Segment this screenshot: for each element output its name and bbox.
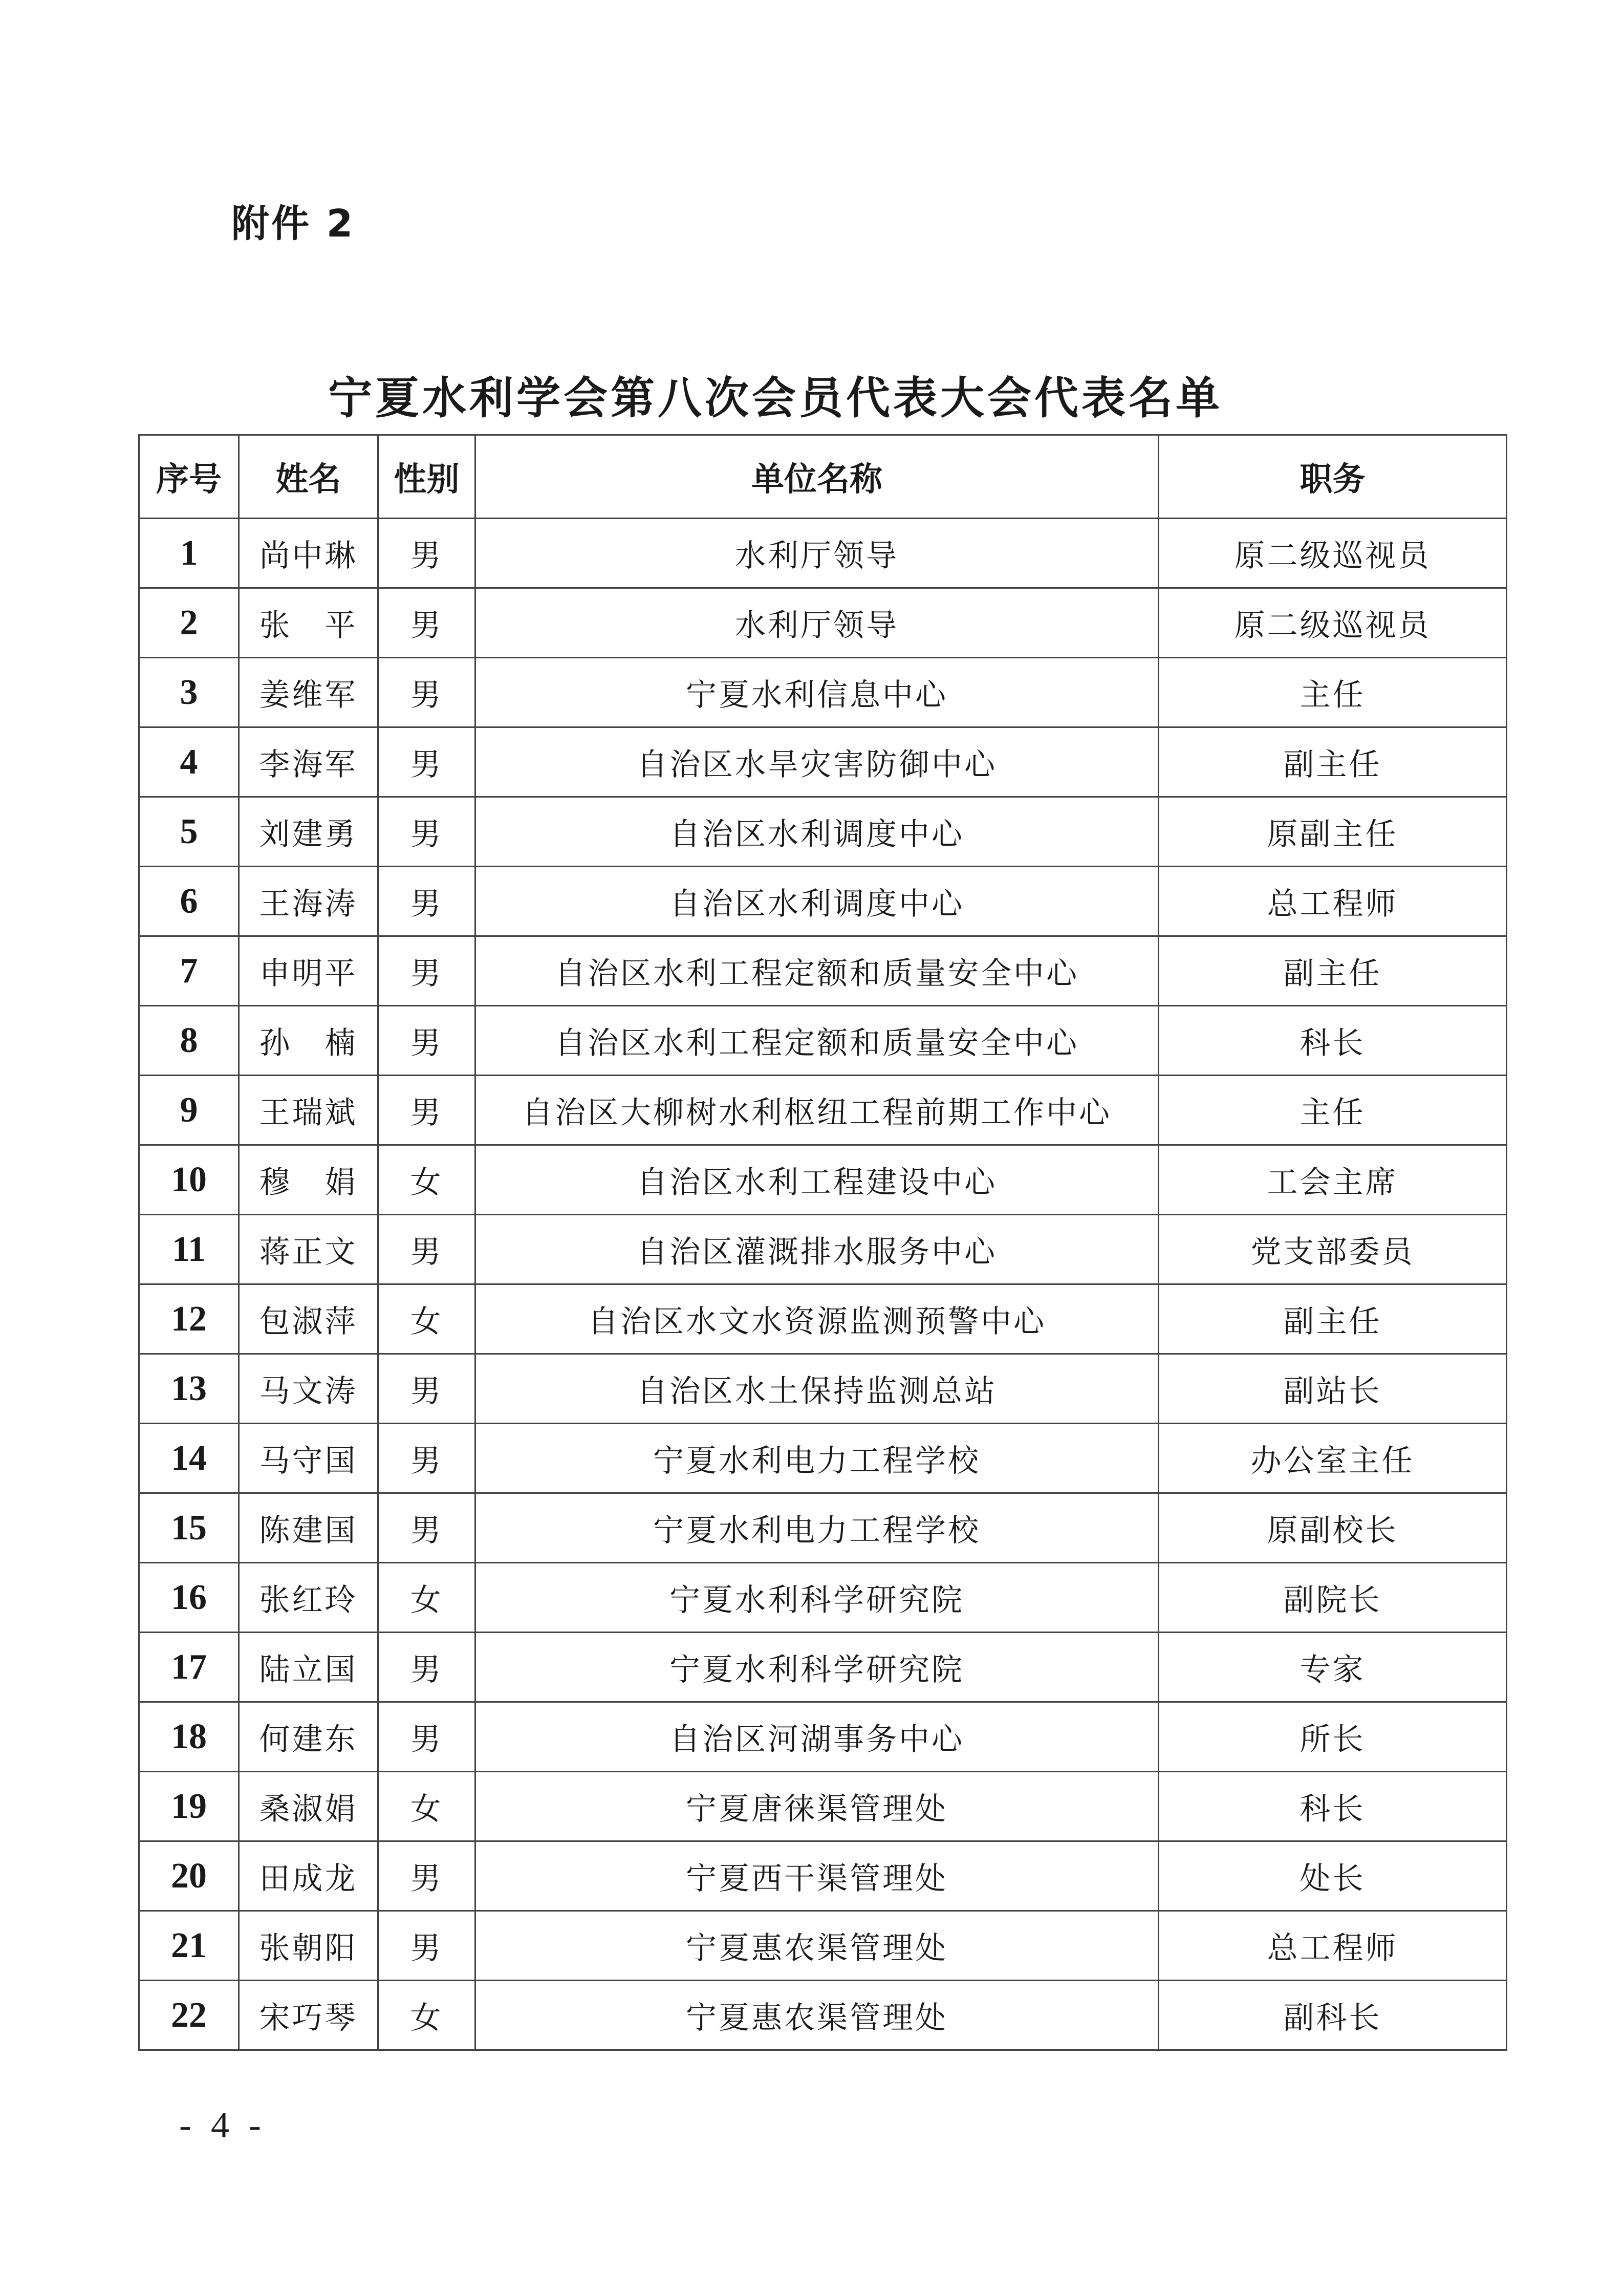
cell-position: 原副主任 — [1159, 797, 1507, 867]
cell-position: 专家 — [1159, 1633, 1507, 1702]
table-row — [139, 1911, 1507, 1981]
cell-gender: 男 — [378, 1215, 475, 1284]
table-row — [139, 1772, 1507, 1841]
cell-number: 11 — [139, 1215, 239, 1284]
cell-name: 穆 娟 — [239, 1145, 378, 1215]
table-row — [139, 1076, 1507, 1145]
table-row — [139, 1981, 1507, 2050]
cell-gender: 男 — [378, 1911, 475, 1981]
cell-name: 姜维军 — [239, 658, 378, 727]
cell-unit: 宁夏水利电力工程学校 — [475, 1424, 1159, 1493]
cell-number: 19 — [139, 1772, 239, 1841]
cell-position: 总工程师 — [1159, 867, 1507, 936]
cell-gender: 男 — [378, 1354, 475, 1424]
table-row — [139, 1424, 1507, 1493]
cell-gender: 女 — [378, 1563, 475, 1633]
cell-name: 陆立国 — [239, 1633, 378, 1702]
cell-gender: 男 — [378, 797, 475, 867]
cell-gender: 女 — [378, 1145, 475, 1215]
cell-name: 张朝阳 — [239, 1911, 378, 1981]
cell-name: 王瑞斌 — [239, 1076, 378, 1145]
table-row — [139, 867, 1507, 936]
cell-position: 副主任 — [1159, 727, 1507, 797]
cell-unit: 自治区水利工程定额和质量安全中心 — [475, 936, 1159, 1006]
table-row — [139, 1006, 1507, 1076]
cell-number: 20 — [139, 1841, 239, 1911]
table-row — [139, 1563, 1507, 1633]
cell-name: 田成龙 — [239, 1841, 378, 1911]
document-title: 宁夏水利学会第八次会员代表大会代表名单 — [328, 373, 1223, 424]
table-row — [139, 1145, 1507, 1215]
table-row — [139, 519, 1507, 588]
table-row — [139, 936, 1507, 1006]
cell-gender: 男 — [378, 1633, 475, 1702]
table-header-row — [139, 435, 1507, 519]
cell-number: 2 — [139, 588, 239, 658]
cell-name: 马文涛 — [239, 1354, 378, 1424]
cell-position: 原二级巡视员 — [1159, 588, 1507, 658]
cell-unit: 自治区水利调度中心 — [475, 867, 1159, 936]
cell-name: 陈建国 — [239, 1493, 378, 1563]
cell-number: 8 — [139, 1006, 239, 1076]
table-row — [139, 1284, 1507, 1354]
cell-unit: 自治区水利调度中心 — [475, 797, 1159, 867]
cell-name: 何建东 — [239, 1702, 378, 1772]
table-row — [139, 727, 1507, 797]
cell-gender: 男 — [378, 867, 475, 936]
table-row — [139, 658, 1507, 727]
cell-gender: 男 — [378, 1841, 475, 1911]
cell-number: 6 — [139, 867, 239, 936]
cell-position: 科长 — [1159, 1006, 1507, 1076]
cell-position: 科长 — [1159, 1772, 1507, 1841]
cell-position: 原二级巡视员 — [1159, 519, 1507, 588]
cell-gender: 男 — [378, 1424, 475, 1493]
cell-gender: 女 — [378, 1981, 475, 2050]
page-number: - 4 - — [179, 2105, 266, 2145]
cell-unit: 宁夏西干渠管理处 — [475, 1841, 1159, 1911]
cell-gender: 男 — [378, 936, 475, 1006]
cell-gender: 男 — [378, 1006, 475, 1076]
attachment-label: 附件 2 — [231, 202, 355, 246]
cell-position: 工会主席 — [1159, 1145, 1507, 1215]
cell-gender: 男 — [378, 1076, 475, 1145]
cell-number: 7 — [139, 936, 239, 1006]
header-gender: 性别 — [378, 435, 475, 519]
table-row — [139, 1354, 1507, 1424]
cell-unit: 宁夏惠农渠管理处 — [475, 1911, 1159, 1981]
cell-position: 副主任 — [1159, 1284, 1507, 1354]
cell-position: 党支部委员 — [1159, 1215, 1507, 1284]
cell-unit: 自治区水旱灾害防御中心 — [475, 727, 1159, 797]
cell-position: 原副校长 — [1159, 1493, 1507, 1563]
cell-position: 副站长 — [1159, 1354, 1507, 1424]
cell-unit: 宁夏惠农渠管理处 — [475, 1981, 1159, 2050]
cell-gender: 男 — [378, 1702, 475, 1772]
cell-number: 5 — [139, 797, 239, 867]
table-row — [139, 588, 1507, 658]
cell-name: 孙 楠 — [239, 1006, 378, 1076]
table-row — [139, 797, 1507, 867]
cell-gender: 男 — [378, 727, 475, 797]
cell-name: 李海军 — [239, 727, 378, 797]
cell-name: 包淑萍 — [239, 1284, 378, 1354]
cell-name: 刘建勇 — [239, 797, 378, 867]
cell-number: 9 — [139, 1076, 239, 1145]
cell-number: 18 — [139, 1702, 239, 1772]
cell-name: 张红玲 — [239, 1563, 378, 1633]
cell-gender: 男 — [378, 519, 475, 588]
cell-number: 13 — [139, 1354, 239, 1424]
cell-position: 主任 — [1159, 1076, 1507, 1145]
cell-unit: 宁夏唐徕渠管理处 — [475, 1772, 1159, 1841]
cell-unit: 自治区灌溉排水服务中心 — [475, 1215, 1159, 1284]
cell-name: 尚中琳 — [239, 519, 378, 588]
cell-name: 马守国 — [239, 1424, 378, 1493]
cell-name: 张 平 — [239, 588, 378, 658]
table-row — [139, 1841, 1507, 1911]
cell-position: 副科长 — [1159, 1981, 1507, 2050]
cell-number: 4 — [139, 727, 239, 797]
cell-unit: 自治区水利工程建设中心 — [475, 1145, 1159, 1215]
table-row — [139, 1493, 1507, 1563]
cell-position: 副院长 — [1159, 1563, 1507, 1633]
cell-position: 副主任 — [1159, 936, 1507, 1006]
cell-unit: 宁夏水利电力工程学校 — [475, 1493, 1159, 1563]
header-unit: 单位名称 — [475, 435, 1159, 519]
header-number: 序号 — [139, 435, 239, 519]
table-row — [139, 1215, 1507, 1284]
cell-unit: 自治区水土保持监测总站 — [475, 1354, 1159, 1424]
cell-position: 处长 — [1159, 1841, 1507, 1911]
cell-gender: 男 — [378, 658, 475, 727]
cell-unit: 水利厅领导 — [475, 588, 1159, 658]
cell-position: 主任 — [1159, 658, 1507, 727]
cell-number: 1 — [139, 519, 239, 588]
cell-number: 15 — [139, 1493, 239, 1563]
cell-name: 宋巧琴 — [239, 1981, 378, 2050]
cell-number: 16 — [139, 1563, 239, 1633]
cell-number: 17 — [139, 1633, 239, 1702]
table-row — [139, 1633, 1507, 1702]
header-name: 姓名 — [239, 435, 378, 519]
cell-unit: 宁夏水利信息中心 — [475, 658, 1159, 727]
cell-name: 蒋正文 — [239, 1215, 378, 1284]
cell-gender: 女 — [378, 1772, 475, 1841]
cell-unit: 自治区河湖事务中心 — [475, 1702, 1159, 1772]
cell-gender: 男 — [378, 588, 475, 658]
table-body — [139, 519, 1507, 2050]
cell-name: 王海涛 — [239, 867, 378, 936]
cell-unit: 自治区大柳树水利枢纽工程前期工作中心 — [475, 1076, 1159, 1145]
cell-gender: 女 — [378, 1284, 475, 1354]
table-row — [139, 1702, 1507, 1772]
cell-gender: 男 — [378, 1493, 475, 1563]
cell-number: 21 — [139, 1911, 239, 1981]
cell-number: 12 — [139, 1284, 239, 1354]
cell-name: 桑淑娟 — [239, 1772, 378, 1841]
cell-number: 22 — [139, 1981, 239, 2050]
cell-number: 10 — [139, 1145, 239, 1215]
cell-number: 14 — [139, 1424, 239, 1493]
cell-number: 3 — [139, 658, 239, 727]
cell-position: 所长 — [1159, 1702, 1507, 1772]
cell-name: 申明平 — [239, 936, 378, 1006]
cell-unit: 自治区水文水资源监测预警中心 — [475, 1284, 1159, 1354]
cell-position: 总工程师 — [1159, 1911, 1507, 1981]
cell-unit: 自治区水利工程定额和质量安全中心 — [475, 1006, 1159, 1076]
delegate-table — [138, 434, 1507, 2051]
cell-unit: 水利厅领导 — [475, 519, 1159, 588]
cell-unit: 宁夏水利科学研究院 — [475, 1563, 1159, 1633]
header-position: 职务 — [1159, 435, 1507, 519]
cell-unit: 宁夏水利科学研究院 — [475, 1633, 1159, 1702]
cell-position: 办公室主任 — [1159, 1424, 1507, 1493]
